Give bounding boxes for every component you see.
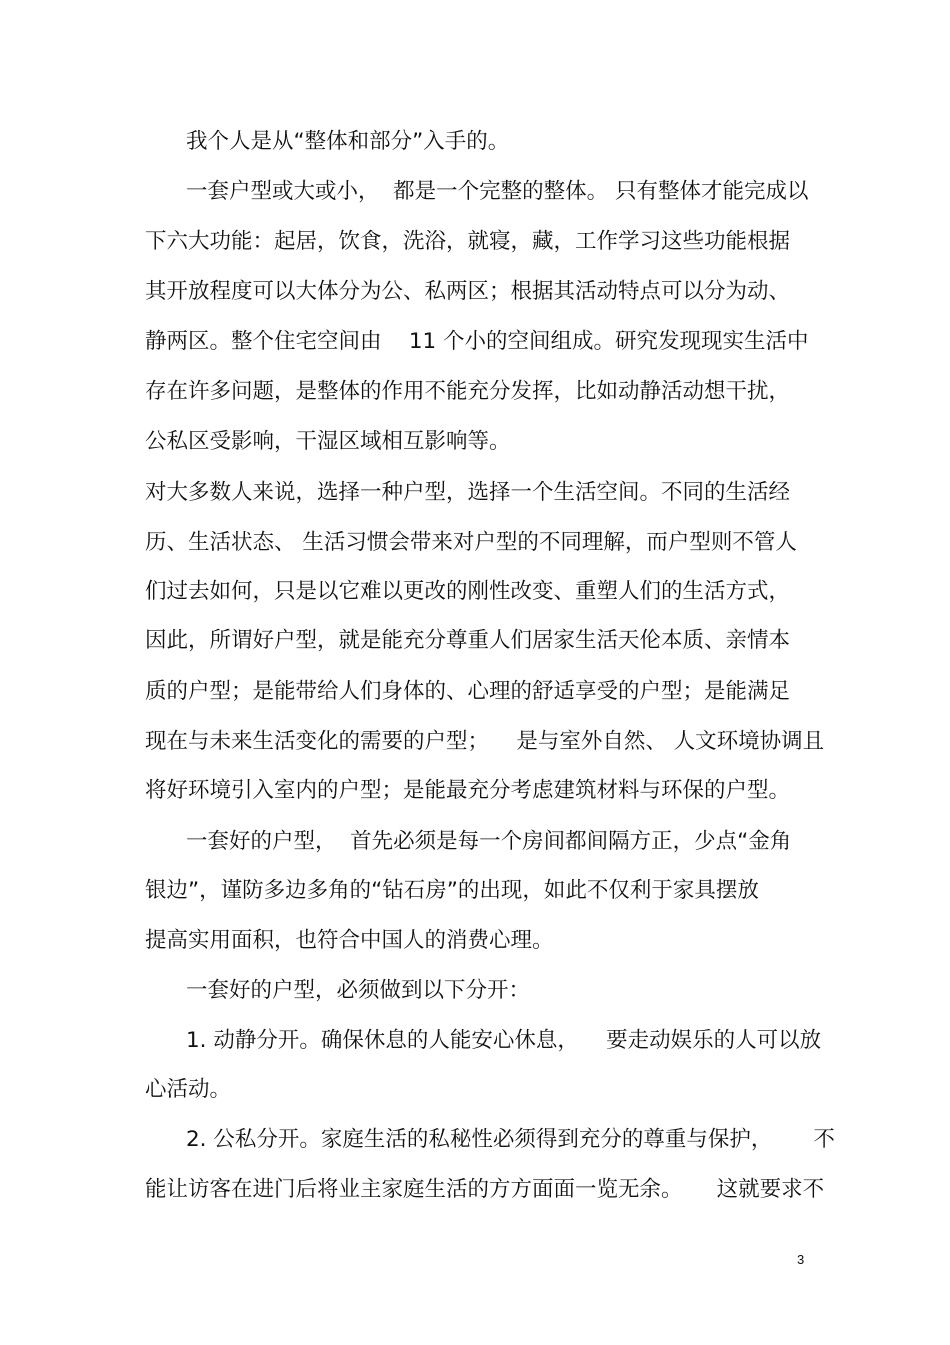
text-line-13: 现在与未来生活变化的需要的户型； 是与室外自然、 人文环境协调且 [145, 729, 825, 754]
text-line-18: 一套好的户型，必须做到以下分开： [186, 978, 531, 1003]
text-line-10: 们过去如何，只是以它难以更改的刚性改变、重塑人们的生活方式， [145, 579, 791, 604]
text-line-12: 质的户型；是能带给人们身体的、心理的舒适享受的户型；是能满足 [145, 679, 791, 704]
text-line-7: 公私区受影响，干湿区域相互影响等。 [145, 429, 511, 454]
text-line-16: 银边”，谨防多边多角的“钻石房”的出现，如此不仅利于家具摆放 [145, 878, 759, 903]
text-line-3: 下六大功能：起居，饮食，洗浴，就寝，藏，工作学习这些功能根据 [145, 229, 791, 254]
text-line-17: 提高实用面积，也符合中国人的消费心理。 [145, 928, 554, 953]
text-line-19: 1. 动静分开。确保休息的人能安心休息， 要走动娱乐的人可以放 [186, 1028, 822, 1053]
text-line-21: 2. 公私分开。家庭生活的私秘性必须得到充分的尊重与保护， 不 [186, 1127, 835, 1152]
text-line-2: 一套户型或大或小， 都是一个完整的整体。 只有整体才能完成以 [186, 179, 809, 204]
text-line-14: 将好环境引入室内的户型；是能最充分考虑建筑材料与环保的户型。 [145, 778, 791, 803]
text-line-6: 存在许多问题，是整体的作用不能充分发挥，比如动静活动想干扰， [145, 379, 791, 404]
text-line-15: 一套好的户型， 首先必须是每一个房间都间隔方正，少点“金角 [186, 829, 792, 854]
text-line-20: 心活动。 [145, 1077, 232, 1102]
text-line-5: 静两区。整个住宅空间由 11 个小的空间组成。研究发现现实生活中 [145, 329, 809, 354]
text-line-1: 我个人是从“整体和部分”入手的。 [186, 129, 510, 154]
page-number: 3 [797, 1252, 805, 1267]
text-line-8: 对大多数人来说，选择一种户型，选择一个生活空间。不同的生活经 [145, 480, 791, 505]
text-line-11: 因此，所谓好户型，就是能充分尊重人们居家生活天伦本质、亲情本 [145, 628, 791, 653]
text-line-9: 历、生活状态、 生活习惯会带来对户型的不同理解，而户型则不管人 [145, 530, 797, 555]
text-line-4: 其开放程度可以大体分为公、私两区；根据其活动特点可以分为动、 [145, 279, 791, 304]
text-line-22: 能让访客在进门后将业主家庭生活的方方面面一览无余。 这就要求不 [145, 1177, 825, 1202]
